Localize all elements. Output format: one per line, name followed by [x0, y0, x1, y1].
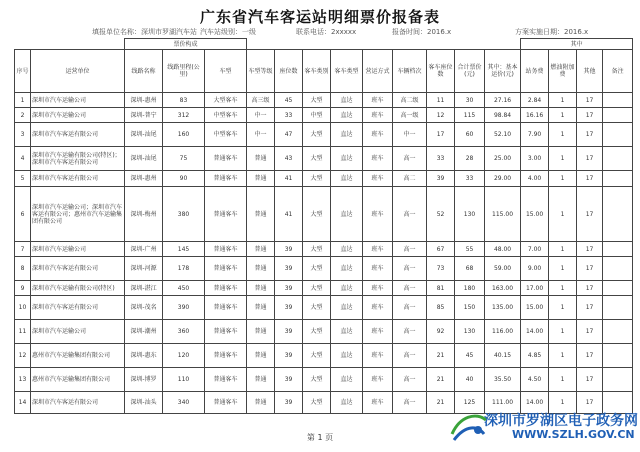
table-cell: 28 [455, 147, 485, 171]
table-cell: 39 [275, 392, 303, 414]
table-cell: 直达 [331, 108, 363, 123]
table-cell: 17 [577, 296, 603, 320]
table-cell: 1 [549, 368, 577, 392]
table-cell-note [603, 281, 633, 296]
table-row [15, 187, 633, 242]
table-row [15, 281, 633, 296]
table-cell: 17 [577, 123, 603, 147]
table-cell-note [603, 344, 633, 368]
table-cell-note [603, 171, 633, 187]
table-cell: 深圳-博罗 [125, 368, 163, 392]
table-cell: 深圳-惠州 [125, 171, 163, 187]
table-cell: 大型 [303, 320, 331, 344]
table-cell: 普通客车 [205, 320, 247, 344]
table-row [15, 320, 633, 344]
table-cell: 4.50 [521, 368, 549, 392]
table-cell: 普通 [247, 171, 275, 187]
table-cell: 班车 [363, 242, 393, 257]
table-cell: 班车 [363, 344, 393, 368]
table-cell: 6 [15, 187, 31, 242]
column-header: 线路里程(公里) [163, 50, 205, 93]
table-cell: 1 [549, 296, 577, 320]
table-row [15, 368, 633, 392]
table-cell: 45 [455, 344, 485, 368]
table-cell: 普通 [247, 147, 275, 171]
table-cell: 92 [427, 320, 455, 344]
table-cell: 深圳市汽车运输公司；深圳市汽车客运有限公司；惠州市汽车运输集团有限公司 [31, 187, 125, 242]
table-cell: 普通客车 [205, 242, 247, 257]
table-cell: 40.15 [485, 344, 521, 368]
table-cell: 1 [549, 320, 577, 344]
table-cell: 25.00 [485, 147, 521, 171]
table-cell: 59.00 [485, 257, 521, 281]
table-cell: 班车 [363, 320, 393, 344]
table-cell: 17 [577, 320, 603, 344]
table-cell-note [603, 187, 633, 242]
table-cell: 直达 [331, 320, 363, 344]
table-cell: 惠州市汽车运输集团有限公司 [31, 368, 125, 392]
table-cell: 班车 [363, 257, 393, 281]
table-cell: 163.00 [485, 281, 521, 296]
table-cell: 40 [455, 368, 485, 392]
column-header: 序号 [15, 50, 31, 93]
table-cell: 1 [549, 171, 577, 187]
table-cell: 普通客车 [205, 368, 247, 392]
table-cell: 高一级 [393, 108, 427, 123]
table-cell: 4.00 [521, 171, 549, 187]
table-cell: 7.00 [521, 242, 549, 257]
table-cell: 直达 [331, 171, 363, 187]
table-cell: 直达 [331, 123, 363, 147]
doc-title: 广东省汽车客运站明细票价报备表 [199, 8, 440, 26]
table-cell: 高一 [393, 320, 427, 344]
table-cell: 惠州市汽车运输集团有限公司 [31, 344, 125, 368]
table-cell: 班车 [363, 392, 393, 414]
table-cell: 深圳市汽车客运有限公司 [31, 257, 125, 281]
table-cell: 班车 [363, 123, 393, 147]
table-cell: 深圳市汽车运输公司 [31, 320, 125, 344]
table-cell: 33 [455, 171, 485, 187]
table-cell: 17 [577, 93, 603, 108]
table-cell: 1 [549, 392, 577, 414]
table-cell: 中型客车 [205, 108, 247, 123]
table-cell: 3 [15, 123, 31, 147]
table-cell: 52.10 [485, 123, 521, 147]
table-cell: 180 [455, 281, 485, 296]
table-cell: 直达 [331, 93, 363, 108]
table-cell: 39 [275, 296, 303, 320]
table-cell: 普通 [247, 281, 275, 296]
table-cell: 12 [15, 344, 31, 368]
table-cell: 直达 [331, 187, 363, 242]
table-cell: 普通客车 [205, 257, 247, 281]
table-cell: 21 [427, 344, 455, 368]
table-cell: 深圳-茂名 [125, 296, 163, 320]
table-cell: 大型 [303, 93, 331, 108]
table-cell: 120 [163, 344, 205, 368]
table-cell: 深圳市汽车客运有限公司 [31, 123, 125, 147]
table-cell: 41 [275, 171, 303, 187]
table-cell: 130 [455, 320, 485, 344]
table-cell: 直达 [331, 296, 363, 320]
table-cell: 深圳-梅州 [125, 187, 163, 242]
table-cell: 高一 [393, 368, 427, 392]
table-row [15, 344, 633, 368]
table-cell-note [603, 147, 633, 171]
column-header: 客车座位数 [427, 50, 455, 93]
column-header: 车辆档次 [393, 50, 427, 93]
table-cell: 39 [275, 242, 303, 257]
table-cell-note [603, 257, 633, 281]
table-cell: 大型 [303, 368, 331, 392]
table-cell: 45 [275, 93, 303, 108]
column-header: 车型等级 [247, 50, 275, 93]
table-cell: 17 [577, 281, 603, 296]
table-cell: 深圳市汽车客运有限公司 [31, 296, 125, 320]
table-cell: 9 [15, 281, 31, 296]
table-cell: 150 [455, 296, 485, 320]
table-cell: 16.16 [521, 108, 549, 123]
table-cell: 高一 [393, 147, 427, 171]
table-cell: 9.00 [521, 257, 549, 281]
table-cell: 450 [163, 281, 205, 296]
table-cell: 67 [427, 242, 455, 257]
table-cell: 7 [15, 242, 31, 257]
table-cell: 深圳市汽车客运有限公司 [31, 171, 125, 187]
table-cell: 普通客车 [205, 296, 247, 320]
table-cell: 深圳-普宁 [125, 108, 163, 123]
table-cell: 深圳-惠州 [125, 93, 163, 108]
table-cell: 17 [577, 368, 603, 392]
table-cell-note [603, 108, 633, 123]
table-cell: 17 [577, 257, 603, 281]
table-cell: 中一 [247, 108, 275, 123]
table-cell: 普通 [247, 242, 275, 257]
table-cell: 普通 [247, 320, 275, 344]
table-cell: 班车 [363, 187, 393, 242]
table-cell: 高一 [393, 392, 427, 414]
table-cell: 178 [163, 257, 205, 281]
table-cell: 直达 [331, 147, 363, 171]
table-cell: 1 [549, 257, 577, 281]
table-cell: 41 [275, 187, 303, 242]
table-cell: 深圳市汽车运输公司 [31, 242, 125, 257]
meta-date: 报备时间：2016.x [392, 28, 452, 36]
column-header: 合计票价(元) [455, 50, 485, 93]
table-cell: 1 [549, 108, 577, 123]
table-cell: 普通客车 [205, 187, 247, 242]
table-cell: 深圳-汕尾 [125, 147, 163, 171]
table-cell: 1 [549, 344, 577, 368]
column-header: 客车类别 [303, 50, 331, 93]
table-cell: 班车 [363, 108, 393, 123]
table-row [15, 123, 633, 147]
table-cell: 125 [455, 392, 485, 414]
table-cell: 17 [577, 242, 603, 257]
table-cell: 深圳市汽车运输公司 [31, 108, 125, 123]
table-cell: 深圳市汽车运输有限公司(特区)；深圳市汽车客运有限公司 [31, 147, 125, 171]
watermark-url: WWW.SZLH.GOV.CN [512, 428, 635, 441]
table-cell: 大型 [303, 257, 331, 281]
table-cell: 大型 [303, 171, 331, 187]
table-cell: 145 [163, 242, 205, 257]
table-cell: 普通 [247, 296, 275, 320]
table-cell: 普通客车 [205, 281, 247, 296]
table-cell: 直达 [331, 281, 363, 296]
table-cell: 33 [275, 108, 303, 123]
table-cell: 39 [275, 281, 303, 296]
table-cell: 115.00 [485, 187, 521, 242]
table-cell: 1 [549, 123, 577, 147]
table-cell: 35.50 [485, 368, 521, 392]
table-cell: 普通 [247, 187, 275, 242]
table-row [15, 296, 633, 320]
table-cell: 130 [455, 187, 485, 242]
table-cell: 班车 [363, 93, 393, 108]
table-cell: 1 [549, 187, 577, 242]
table-cell: 普通 [247, 344, 275, 368]
table-cell: 大型 [303, 344, 331, 368]
meta-unit: 填报单位名称：深圳市罗湖汽车站 [92, 28, 197, 36]
table-cell-note [603, 242, 633, 257]
table-cell: 高二 [393, 171, 427, 187]
table-cell: 班车 [363, 368, 393, 392]
table-cell: 1 [549, 147, 577, 171]
table-cell: 直达 [331, 344, 363, 368]
table-cell: 75 [163, 147, 205, 171]
table-cell: 班车 [363, 281, 393, 296]
table-cell: 深圳-河源 [125, 257, 163, 281]
table-cell: 班车 [363, 296, 393, 320]
column-header: 备注 [603, 50, 633, 93]
table-cell: 1 [549, 281, 577, 296]
table-cell: 30 [455, 93, 485, 108]
table-cell: 15.00 [521, 187, 549, 242]
table-cell: 直达 [331, 257, 363, 281]
table-cell: 深圳市汽车运输公司 [31, 93, 125, 108]
table-cell-note [603, 93, 633, 108]
table-cell: 大型 [303, 392, 331, 414]
table-cell: 160 [163, 123, 205, 147]
column-header: 其他 [577, 50, 603, 93]
table-cell: 110 [163, 368, 205, 392]
table-row [15, 147, 633, 171]
table-cell: 39 [275, 344, 303, 368]
table-cell: 1 [549, 93, 577, 108]
table-cell: 68 [455, 257, 485, 281]
table-cell: 43 [275, 147, 303, 171]
column-header: 座位数 [275, 50, 303, 93]
table-row [15, 108, 633, 123]
table-cell: 深圳-潮州 [125, 320, 163, 344]
table-cell: 17 [577, 344, 603, 368]
table-cell: 360 [163, 320, 205, 344]
table-cell: 111.00 [485, 392, 521, 414]
table-cell: 340 [163, 392, 205, 414]
page-footer: 第 1 页 [306, 433, 334, 442]
table-cell-note [603, 320, 633, 344]
meta-phone: 联系电话：2xxxxx [296, 28, 357, 36]
table-cell: 深圳-汕头 [125, 392, 163, 414]
table-cell: 17 [577, 171, 603, 187]
table-cell: 4.85 [521, 344, 549, 368]
table-cell: 47 [275, 123, 303, 147]
table-cell: 高二级 [393, 93, 427, 108]
table-cell: 直达 [331, 392, 363, 414]
meta-level: 汽车站级别：一级 [200, 28, 256, 36]
group-header-detail: 其中 [521, 39, 633, 50]
table-cell: 2.84 [521, 93, 549, 108]
table-cell: 390 [163, 296, 205, 320]
table-cell: 90 [163, 171, 205, 187]
table-cell: 17 [577, 392, 603, 414]
table-cell: 1 [15, 93, 31, 108]
table-cell: 深圳-湛江 [125, 281, 163, 296]
column-header: 营运方式 [363, 50, 393, 93]
table-cell: 大型 [303, 187, 331, 242]
table-cell: 60 [455, 123, 485, 147]
table-cell: 中一 [393, 123, 427, 147]
table-cell: 27.16 [485, 93, 521, 108]
table-cell: 11 [427, 93, 455, 108]
table-cell: 大型 [303, 296, 331, 320]
table-cell: 83 [163, 93, 205, 108]
table-row [15, 171, 633, 187]
table-cell: 深圳-广州 [125, 242, 163, 257]
group-header-fare: 票价构成 [125, 39, 247, 50]
table-cell: 116.00 [485, 320, 521, 344]
table-row [15, 93, 633, 108]
table-cell: 深圳市汽车运输有限公司(特区) [31, 281, 125, 296]
fare-table [14, 38, 633, 414]
column-header: 运营单位 [31, 50, 125, 93]
table-cell: 直达 [331, 368, 363, 392]
table-cell: 17 [577, 187, 603, 242]
column-header: 燃油附加费 [549, 50, 577, 93]
table-cell: 大型客车 [205, 93, 247, 108]
table-cell: 21 [427, 368, 455, 392]
table-cell: 直达 [331, 242, 363, 257]
table-cell: 380 [163, 187, 205, 242]
table-cell: 39 [275, 368, 303, 392]
table-cell: 12 [427, 108, 455, 123]
table-cell: 班车 [363, 147, 393, 171]
column-header: 车型 [205, 50, 247, 93]
table-cell: 39 [427, 171, 455, 187]
table-cell: 17.00 [521, 281, 549, 296]
table-cell: 5 [15, 171, 31, 187]
table-cell: 普通 [247, 257, 275, 281]
table-cell: 55 [455, 242, 485, 257]
table-cell: 中型 [303, 108, 331, 123]
table-cell: 班车 [363, 171, 393, 187]
table-cell: 14 [15, 392, 31, 414]
table-cell: 高三级 [247, 93, 275, 108]
table-cell: 21 [427, 392, 455, 414]
table-cell: 大型 [303, 242, 331, 257]
table-cell: 高一 [393, 187, 427, 242]
table-cell: 17 [427, 123, 455, 147]
watermark-cn: 深圳市罗湖区电子政务网 [484, 413, 638, 429]
table-cell: 85 [427, 296, 455, 320]
table-cell: 11 [15, 320, 31, 344]
column-header: 客车类型 [331, 50, 363, 93]
table-cell: 高一 [393, 296, 427, 320]
table-cell: 深圳-汕尾 [125, 123, 163, 147]
table-cell: 中型客车 [205, 123, 247, 147]
table-cell: 高一 [393, 242, 427, 257]
table-cell: 普通客车 [205, 344, 247, 368]
table-cell: 深圳-惠东 [125, 344, 163, 368]
table-cell: 3.00 [521, 147, 549, 171]
table-cell: 13 [15, 368, 31, 392]
table-cell: 115 [455, 108, 485, 123]
table-cell: 普通客车 [205, 392, 247, 414]
table-cell: 15.00 [521, 296, 549, 320]
table-cell: 14.00 [521, 392, 549, 414]
table-cell-note [603, 296, 633, 320]
table-cell: 7.90 [521, 123, 549, 147]
table-cell: 39 [275, 257, 303, 281]
table-row [15, 242, 633, 257]
table-cell: 大型 [303, 281, 331, 296]
column-header: 线路名称 [125, 50, 163, 93]
column-header: 其中：基本运价(元) [485, 50, 521, 93]
table-cell: 普通客车 [205, 147, 247, 171]
table-cell: 135.00 [485, 296, 521, 320]
table-cell: 81 [427, 281, 455, 296]
table-cell: 33 [427, 147, 455, 171]
meta-effective-date: 方案实施日期：2016.x [515, 28, 589, 36]
table-cell: 普通 [247, 368, 275, 392]
table-cell: 17 [577, 147, 603, 171]
table-cell: 8 [15, 257, 31, 281]
table-cell: 52 [427, 187, 455, 242]
table-cell-note [603, 123, 633, 147]
table-cell: 高一 [393, 344, 427, 368]
table-cell: 1 [549, 242, 577, 257]
table-cell: 高一 [393, 257, 427, 281]
table-cell: 大型 [303, 123, 331, 147]
table-cell: 39 [275, 320, 303, 344]
table-cell: 大型 [303, 147, 331, 171]
table-cell: 4 [15, 147, 31, 171]
table-cell: 普通客车 [205, 171, 247, 187]
column-header: 站务费 [521, 50, 549, 93]
table-cell: 高一 [393, 281, 427, 296]
table-cell: 中一 [247, 123, 275, 147]
table-cell: 312 [163, 108, 205, 123]
table-cell: 48.00 [485, 242, 521, 257]
table-cell: 深圳市汽车客运有限公司 [31, 392, 125, 414]
table-cell: 98.84 [485, 108, 521, 123]
table-cell: 17 [577, 108, 603, 123]
table-cell-note [603, 368, 633, 392]
table-cell: 10 [15, 296, 31, 320]
table-cell: 29.00 [485, 171, 521, 187]
table-row [15, 257, 633, 281]
table-cell: 14.00 [521, 320, 549, 344]
table-cell: 2 [15, 108, 31, 123]
table-cell: 普通 [247, 392, 275, 414]
table-cell: 73 [427, 257, 455, 281]
